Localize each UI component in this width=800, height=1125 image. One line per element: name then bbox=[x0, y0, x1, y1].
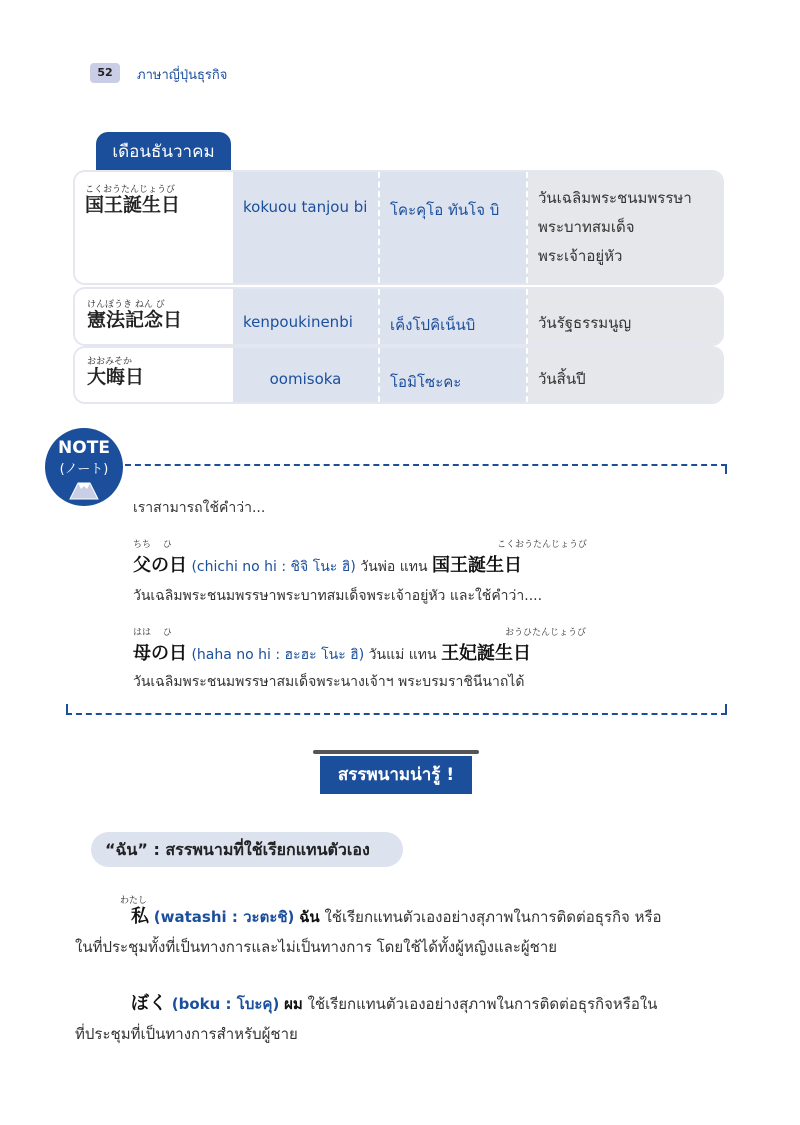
note-item bbox=[133, 551, 522, 578]
ruby: おうひたんじょうび bbox=[505, 628, 587, 638]
kanji-cell bbox=[75, 289, 233, 344]
reading: (haha no hi : ฮะฮะ โนะ ฮิ) bbox=[191, 647, 365, 663]
note-desc: วันเฉลิมพระชนมพรรษาสมเด็จพระนางเจ้าฯ พระบรมราชินีนาถได้ bbox=[133, 674, 525, 690]
ruby: こくおうたんじょうび bbox=[85, 185, 176, 195]
month-tab: เดือนธันวาคม bbox=[96, 132, 231, 174]
thai: วันพ่อ แทน bbox=[360, 559, 428, 575]
meaning bbox=[528, 172, 722, 283]
subsection-pill: “ฉัน” : สรรพนามที่ใช้เรียกแทนตัวเอง bbox=[91, 832, 403, 867]
reading: (boku : โบะคุ) bbox=[171, 995, 280, 1013]
text: ใช้เรียกแทนตัวเองอย่างสุภาพในการติดต่อธุรกิจ หรือ bbox=[324, 908, 662, 926]
ruby: おおみそか bbox=[87, 357, 133, 367]
ruby: こくおうたんじょうび bbox=[497, 540, 588, 550]
meaning: วันสิ้นปี bbox=[528, 348, 722, 402]
banner-rod bbox=[313, 750, 479, 754]
thai: วันแม่ แทน bbox=[368, 647, 437, 663]
ruby: ちち ひ bbox=[133, 540, 172, 550]
note-intro: เราสามารถใช้คำว่า... bbox=[133, 500, 266, 516]
table-row bbox=[75, 348, 722, 402]
kanji: 国王誕生日 bbox=[432, 555, 523, 576]
meaning: ผม bbox=[284, 995, 303, 1013]
ruby: はは ひ bbox=[133, 628, 172, 638]
note-border-bottom bbox=[66, 713, 727, 715]
word: 私 bbox=[131, 906, 149, 927]
section-banner: สรรพนามน่ารู้ ! bbox=[320, 756, 472, 794]
note-item bbox=[133, 639, 531, 666]
ruby: わたし bbox=[120, 896, 148, 906]
table-row bbox=[75, 289, 722, 344]
paragraph bbox=[75, 902, 725, 962]
reading: (chichi no hi : ชิจิ โนะ ฮิ) bbox=[191, 559, 356, 575]
meaning-line: พระบาทสมเด็จ bbox=[538, 218, 635, 236]
kanji: 国王誕生日 bbox=[85, 194, 181, 216]
text: ที่ประชุมที่เป็นทางการสำหรับผู้ชาย bbox=[75, 1025, 298, 1043]
text: ในที่ประชุมทั้งที่เป็นทางการและไม่เป็นทางการ โดยใช้ได้ทั้งผู้หญิงและผู้ชาย bbox=[75, 938, 558, 956]
mount-fuji-icon bbox=[64, 479, 104, 501]
meaning-line: วันเฉลิมพระชนมพรรษา bbox=[538, 189, 692, 207]
page-number: 52 bbox=[90, 63, 120, 83]
running-title: ภาษาญี่ปุ่นธุรกิจ bbox=[137, 68, 228, 83]
text: ใช้เรียกแทนตัวเองอย่างสุภาพในการติดต่อธุรกิจหรือใน bbox=[307, 995, 658, 1013]
kanji-cell bbox=[75, 348, 233, 402]
corner bbox=[725, 464, 727, 474]
meaning: วันรัฐธรรมนูญ bbox=[528, 289, 722, 344]
kanji: 母の日 bbox=[133, 643, 187, 664]
thai-reading: โคะคุโอ ทันโจ บิ bbox=[380, 172, 528, 283]
romaji: kenpoukinenbi bbox=[233, 289, 380, 344]
note-title: NOTE bbox=[58, 438, 110, 458]
kanji: 父の日 bbox=[133, 555, 187, 576]
note-border-top bbox=[125, 464, 727, 466]
kanji: 憲法記念日 bbox=[87, 309, 183, 331]
paragraph bbox=[75, 989, 725, 1049]
ruby: けんぽうき ねん び bbox=[87, 300, 165, 310]
note-subtitle: (ノート) bbox=[59, 462, 109, 477]
note-badge bbox=[45, 428, 123, 506]
kanji: 王妃誕生日 bbox=[441, 643, 532, 664]
meaning: ฉัน bbox=[299, 908, 320, 926]
corner bbox=[725, 704, 727, 714]
kanji: 大晦日 bbox=[87, 366, 145, 388]
word: ぼく bbox=[131, 993, 167, 1014]
kanji-cell bbox=[75, 172, 233, 283]
reading: (watashi : วะตะชิ) bbox=[153, 908, 295, 926]
romaji: oomisoka bbox=[233, 348, 380, 402]
romaji: kokuou tanjou bi bbox=[233, 172, 380, 283]
thai-reading: โอมิโซะคะ bbox=[380, 348, 528, 402]
thai-reading: เค็งโปคิเน็นบิ bbox=[380, 289, 528, 344]
corner bbox=[66, 704, 68, 714]
meaning-line: พระเจ้าอยู่หัว bbox=[538, 247, 623, 265]
table-row bbox=[75, 172, 722, 283]
note-desc: วันเฉลิมพระชนมพรรษาพระบาทสมเด็จพระเจ้าอยู่หัว และใช้คำว่า.... bbox=[133, 588, 543, 604]
